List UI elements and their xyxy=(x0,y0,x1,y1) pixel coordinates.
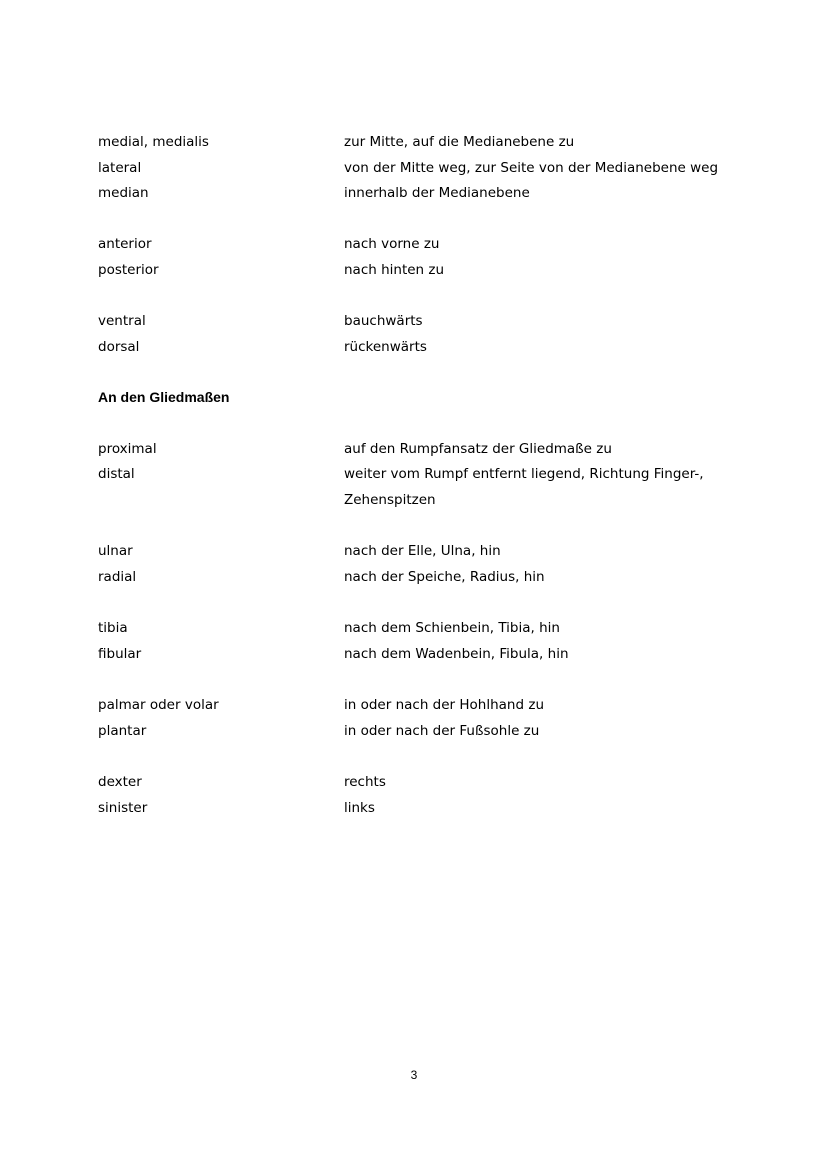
term-row-fibular xyxy=(98,641,758,667)
term-row-distal xyxy=(98,461,758,487)
term-label: medial, medialis xyxy=(98,134,209,150)
term-definition: nach der Speiche, Radius, hin xyxy=(344,569,545,585)
term-definition: nach dem Wadenbein, Fibula, hin xyxy=(344,646,569,662)
section-heading: An den Gliedmaßen xyxy=(98,389,230,405)
term-row-tibia xyxy=(98,615,758,641)
term-label: posterior xyxy=(98,262,159,278)
term-row-ulnar xyxy=(98,538,758,564)
term-label: dexter xyxy=(98,774,142,790)
term-label: median xyxy=(98,185,149,201)
term-row-median xyxy=(98,180,758,206)
term-label: distal xyxy=(98,466,135,482)
term-definition: von der Mitte weg, zur Seite von der Medianebene weg xyxy=(344,160,719,176)
term-label: palmar oder volar xyxy=(98,697,219,713)
term-definition: nach der Elle, Ulna, hin xyxy=(344,543,501,559)
term-row-medial xyxy=(98,129,758,155)
term-label: ventral xyxy=(98,313,146,329)
term-row-posterior xyxy=(98,257,758,283)
term-label: plantar xyxy=(98,723,147,739)
term-definition: rechts xyxy=(344,774,386,790)
term-row-palmar xyxy=(98,692,758,718)
term-definition: nach hinten zu xyxy=(344,262,445,278)
term-definition: links xyxy=(344,800,375,816)
term-label: fibular xyxy=(98,646,142,662)
term-row-ventral xyxy=(98,308,758,334)
term-row-plantar xyxy=(98,718,758,744)
page-number: 3 xyxy=(410,1068,418,1082)
term-row-distal-continuation xyxy=(98,487,758,513)
term-row-sinister xyxy=(98,795,758,821)
term-row-lateral xyxy=(98,155,758,181)
term-definition: zur Mitte, auf die Medianebene zu xyxy=(344,134,575,150)
term-definition: auf den Rumpfansatz der Gliedmaße zu xyxy=(344,441,612,457)
term-row-dorsal xyxy=(98,334,758,360)
term-definition: weiter vom Rumpf entfernt liegend, Richtung Finger-, xyxy=(344,466,704,482)
term-row-radial xyxy=(98,564,758,590)
term-label: tibia xyxy=(98,620,128,636)
term-definition: in oder nach der Fußsohle zu xyxy=(344,723,540,739)
term-definition-continuation: Zehenspitzen xyxy=(344,492,436,508)
term-definition: rückenwärts xyxy=(344,339,427,355)
term-definition: nach dem Schienbein, Tibia, hin xyxy=(344,620,560,636)
term-definition: nach vorne zu xyxy=(344,236,440,252)
term-label: anterior xyxy=(98,236,152,252)
term-label: lateral xyxy=(98,160,142,176)
term-row-proximal xyxy=(98,436,758,462)
term-definition: in oder nach der Hohlhand zu xyxy=(344,697,544,713)
term-row-anterior xyxy=(98,231,758,257)
term-label: dorsal xyxy=(98,339,140,355)
term-label: ulnar xyxy=(98,543,133,559)
term-definition: innerhalb der Medianebene xyxy=(344,185,530,201)
term-label: proximal xyxy=(98,441,157,457)
term-row-dexter xyxy=(98,769,758,795)
term-label: sinister xyxy=(98,800,148,816)
term-label: radial xyxy=(98,569,137,585)
term-definition: bauchwärts xyxy=(344,313,423,329)
